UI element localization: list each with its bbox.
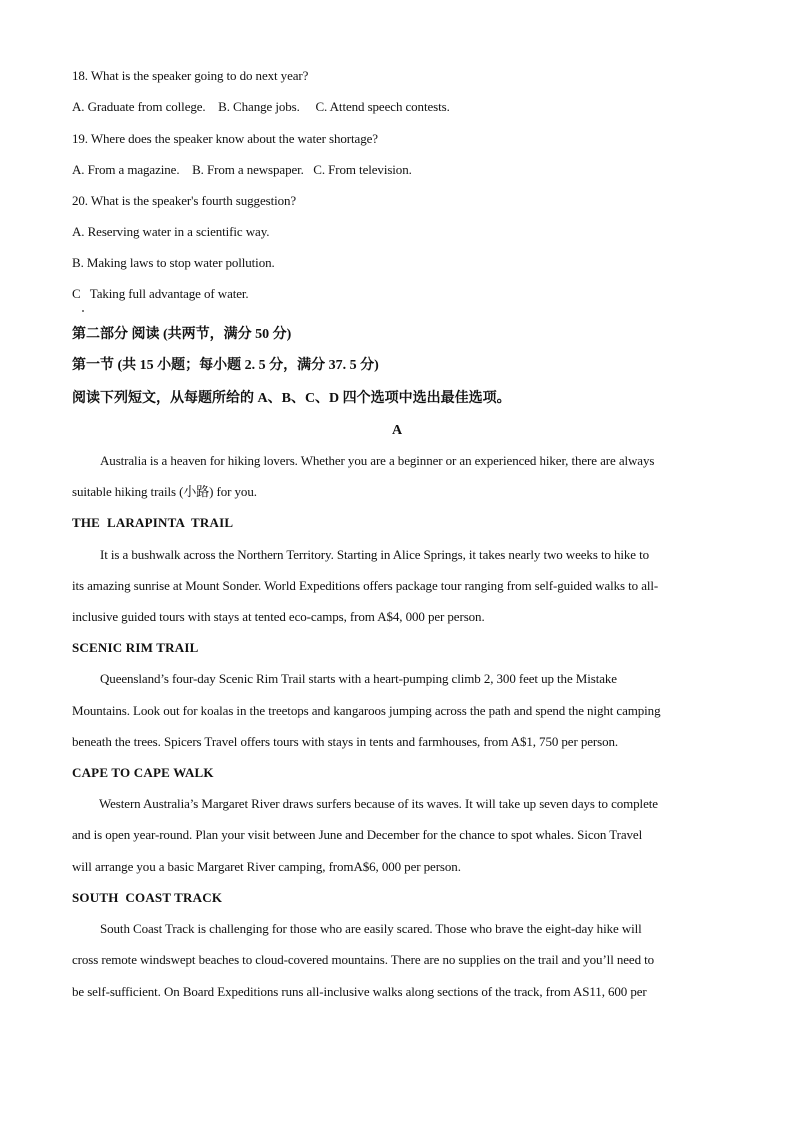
question-19-options: A. From a magazine. B. From a newspaper. C. From television.	[72, 162, 412, 177]
larapinta-line-3: inclusive guided tours with stays at tented eco-camps, from A$4, 000 per person.	[72, 609, 485, 624]
cape-to-cape-line-3: will arrange you a basic Margaret River camping, fromA$6, 000 per person.	[72, 859, 461, 874]
south-coast-line-3: be self-sufficient. On Board Expeditions runs all-inclusive walks along sections of the track, from AS11, 600 per	[72, 984, 647, 999]
larapinta-line-1: It is a bushwalk across the Northern Territory. Starting in Alice Springs, it takes nearly two weeks to hike to	[100, 547, 650, 562]
south-coast-line-2: cross remote windswept beaches to cloud-covered mountains. There are no supplies on the trail and you’ll need to	[72, 952, 655, 967]
intro-line-2: suitable hiking trails (小路) for you.	[72, 484, 257, 499]
question-18-options: A. Graduate from college. B. Change jobs. C. Attend speech contests.	[72, 99, 450, 114]
intro-line-1: Australia is a heaven for hiking lovers. Whether you are a beginner or an experienced hiker, there are always	[100, 453, 655, 468]
subsection-title: 第一节 (共 15 小题；每小题 2. 5 分，满分 37. 5 分)	[72, 358, 379, 373]
larapinta-line-2: its amazing sunrise at Mount Sonder. World Expeditions offers package tour ranging from self-guided walks to all-	[72, 578, 659, 593]
scenic-rim-line-2: Mountains. Look out for koalas in the treetops and kangaroos jumping across the path and spend the night camping	[72, 703, 661, 718]
question-20-stem: 20. What is the speaker's fourth suggestion?	[72, 193, 297, 208]
part-title: 第二部分 阅读 (共两节，满分 50 分)	[72, 327, 292, 342]
cape-to-cape-line-1: Western Australia’s Margaret River draws surfers because of its waves. It will take up seven days to complete	[99, 796, 658, 811]
question-18-stem: 18. What is the speaker going to do next year?	[72, 68, 309, 83]
trail-heading-scenic-rim: SCENIC RIM TRAIL	[72, 640, 199, 655]
instruction: 阅读下列短文，从每题所给的 A、B、C、D 四个选项中选出最佳选项。	[72, 391, 511, 406]
question-20-option-b: B. Making laws to stop water pollution.	[72, 255, 275, 270]
south-coast-line-1: South Coast Track is challenging for those who are easily scared. Those who brave the eight-day hike will	[100, 921, 642, 936]
question-19-stem: 19. Where does the speaker know about the water shortage?	[72, 131, 378, 146]
trail-heading-cape-to-cape: CAPE TO CAPE WALK	[72, 765, 214, 780]
trail-heading-larapinta: THE LARAPINTA TRAIL	[72, 515, 234, 530]
cape-to-cape-line-2: and is open year-round. Plan your visit between June and December for the chance to spot whales. Sicon Travel	[72, 827, 643, 842]
passage-label: A	[391, 423, 402, 438]
trail-heading-south-coast: SOUTH COAST TRACK	[72, 890, 223, 905]
question-20-option-a: A. Reserving water in a scientific way.	[72, 224, 270, 239]
stray-dot	[82, 310, 84, 312]
question-20-option-c: C Taking full advantage of water.	[72, 286, 249, 301]
scenic-rim-line-1: Queensland’s four-day Scenic Rim Trail starts with a heart-pumping climb 2, 300 feet up the Mistake	[100, 671, 617, 686]
scenic-rim-line-3: beneath the trees. Spicers Travel offers tours with stays in tents and farmhouses, from A$1, 750 per person.	[72, 734, 619, 749]
